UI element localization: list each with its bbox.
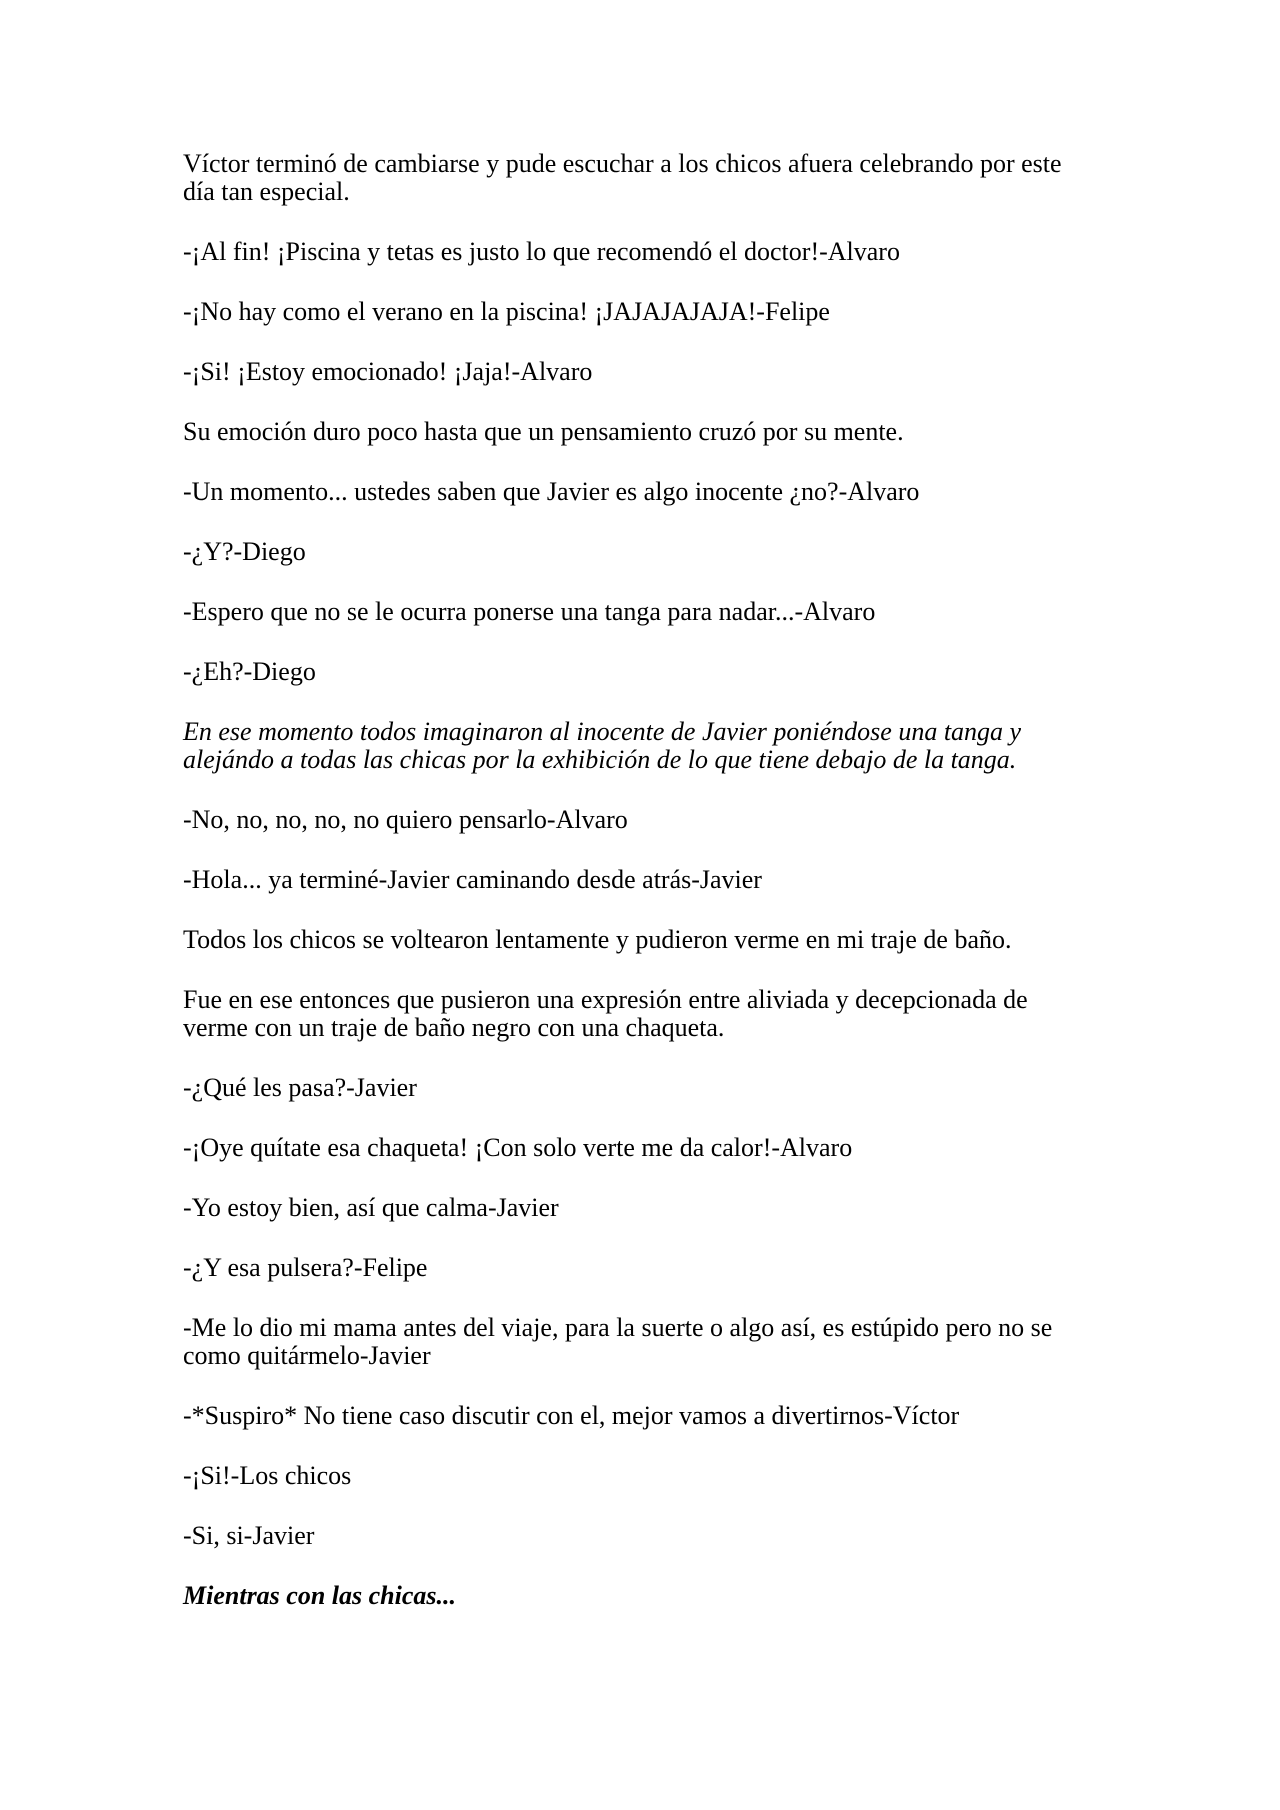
paragraph: -Un momento... ustedes saben que Javier es algo inocente ¿no?-Alvaro (183, 477, 920, 506)
paragraph: -¿Y?-Diego (183, 537, 306, 566)
paragraph: -¡No hay como el verano en la piscina! ¡JAJAJAJAJA!-Felipe (183, 297, 830, 326)
paragraph: -Espero que no se le ocurra ponerse una tanga para nadar...-Alvaro (183, 597, 876, 626)
paragraph: -¿Eh?-Diego (183, 657, 316, 686)
paragraph: -¿Qué les pasa?-Javier (183, 1073, 417, 1102)
paragraph: Fue en ese entonces que pusieron una expresión entre aliviada y decepcionada de verme con un traje de baño negro con una chaqueta. (183, 985, 1028, 1042)
paragraph: -Me lo dio mi mama antes del viaje, para la suerte o algo así, es estúpido pero no se como quitármelo-Javier (183, 1313, 1053, 1370)
paragraph: En ese momento todos imaginaron al inocente de Javier poniéndose una tanga y alejándo a todas las chicas por la exhibición de lo que tiene debajo de la tanga. (183, 717, 1022, 774)
paragraph: Todos los chicos se voltearon lentamente y pudieron verme en mi traje de baño. (183, 925, 1012, 954)
paragraph: -¡Si! ¡Estoy emocionado! ¡Jaja!-Alvaro (183, 357, 593, 386)
paragraph: Mientras con las chicas... (183, 1581, 457, 1610)
paragraph: -No, no, no, no, no quiero pensarlo-Alvaro (183, 805, 628, 834)
paragraph: Su emoción duro poco hasta que un pensamiento cruzó por su mente. (183, 417, 904, 446)
paragraph: -¡Oye quítate esa chaqueta! ¡Con solo verte me da calor!-Alvaro (183, 1133, 853, 1162)
paragraph: -¡Si!-Los chicos (183, 1461, 352, 1490)
paragraph: -¡Al fin! ¡Piscina y tetas es justo lo que recomendó el doctor!-Alvaro (183, 237, 900, 266)
paragraph: -¿Y esa pulsera?-Felipe (183, 1253, 428, 1282)
paragraph: -Si, si-Javier (183, 1521, 315, 1550)
paragraph: -Hola... ya terminé-Javier caminando desde atrás-Javier (183, 865, 762, 894)
document-text-block (183, 150, 1097, 1642)
paragraph: Víctor terminó de cambiarse y pude escuchar a los chicos afuera celebrando por este día tan especial. (183, 149, 1062, 206)
paragraph: -*Suspiro* No tiene caso discutir con el, mejor vamos a divertirnos-Víctor (183, 1401, 960, 1430)
paragraph: -Yo estoy bien, así que calma-Javier (183, 1193, 559, 1222)
